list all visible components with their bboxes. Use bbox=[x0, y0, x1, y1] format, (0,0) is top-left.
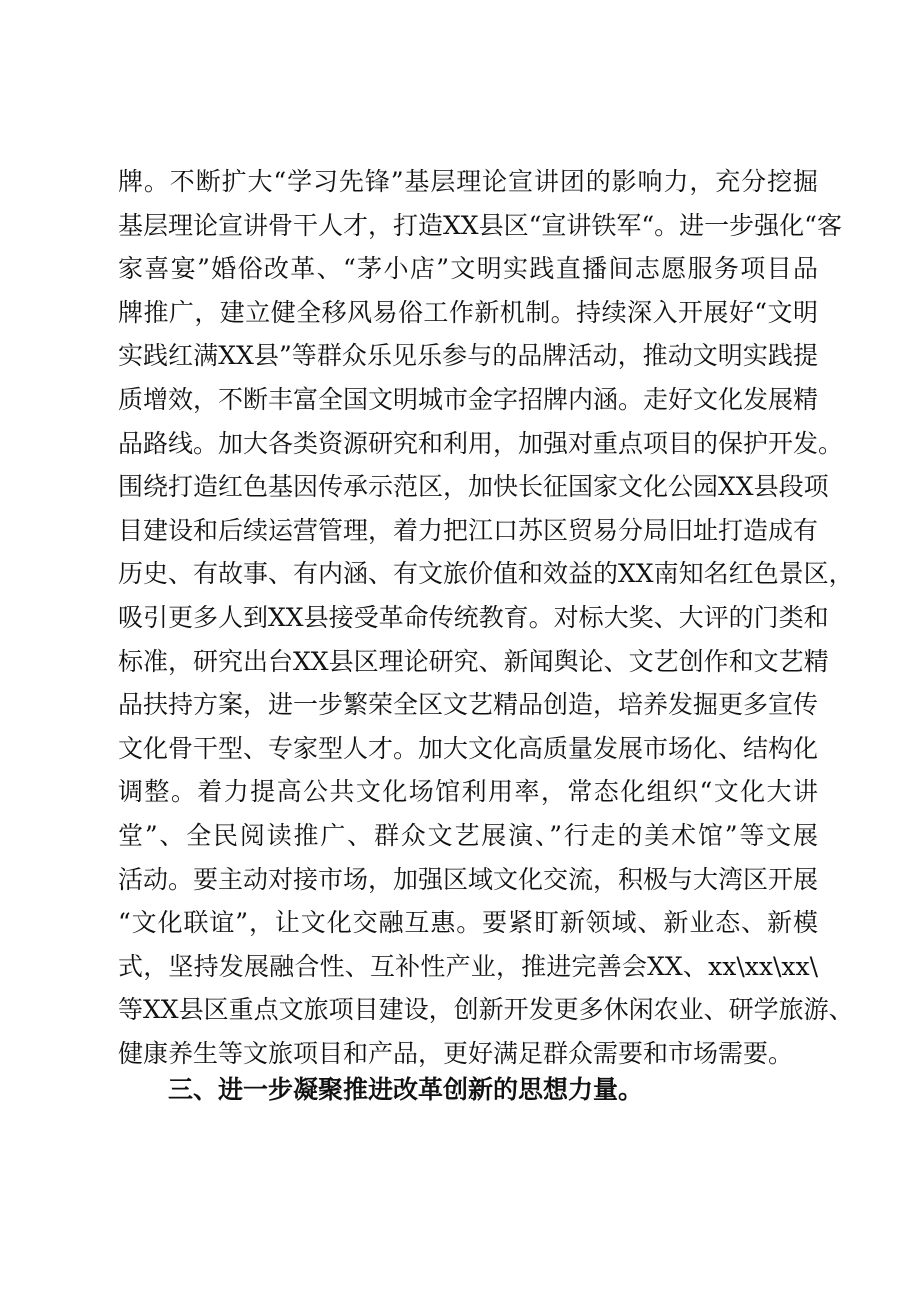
paragraph-line: 吸引更多人到XX县接受革命传统教育。对标大奖、大评的门类和 bbox=[118, 602, 829, 632]
paragraph-line: 实践红满XX县”等群众乐见乐参与的品牌活动，推动文明实践提 bbox=[118, 341, 818, 371]
paragraph-line: 历史、有故事、有内涵、有文旅价值和效益的XX南知名红色景区， bbox=[118, 559, 854, 589]
paragraph-line: 调整。着力提高公共文化场馆利用率，常态化组织“文化大讲 bbox=[118, 777, 818, 807]
paragraph-line: 式，坚持发展融合性、互补性产业，推进完善会XX、xx\xx\xx\ bbox=[118, 951, 818, 981]
paragraph-line: 品路线。加大各类资源研究和利用，加强对重点项目的保护开发。 bbox=[118, 428, 844, 458]
paragraph-line: 健康养生等文旅项目和产品，更好满足群众需要和市场需要。 bbox=[118, 1038, 794, 1068]
paragraph-line: 文化骨干型、专家型人才。加大文化高质量发展市场化、结构化 bbox=[118, 733, 819, 763]
paragraph-line: 基层理论宣讲骨干人才，打造XX县区“宣讲铁军“。进一步强化“客 bbox=[118, 210, 842, 240]
paragraph-line: 目建设和后续运营管理，着力把江口苏区贸易分局旧址打造成有 bbox=[118, 515, 819, 545]
paragraph-line: 牌。不断扩大“学习先锋”基层理论宣讲团的影响力，充分挖掘 bbox=[118, 167, 818, 196]
paragraph-line: 牌推广，建立健全移风易俗工作新机制。持续深入开展好“文明 bbox=[118, 297, 818, 327]
paragraph-line: 家喜宴”婚俗改革、“茅小店”文明实践直播间志愿服务项目品 bbox=[118, 254, 818, 284]
paragraph-line: 质增效，不断丰富全国文明城市金字招牌内涵。走好文化发展精 bbox=[118, 384, 819, 414]
section-heading: 三、进一步凝聚推进改革创新的思想力量。 bbox=[168, 1075, 644, 1104]
paragraph-line: “文化联谊”，让文化交融互惠。要紧盯新领域、新业态、新模 bbox=[118, 908, 818, 938]
paragraph-line: 堂”、全民阅读推广、群众文艺展演、”行走的美术馆”等文展 bbox=[118, 820, 818, 850]
paragraph-line: 标准，研究出台XX县区理论研究、新闻舆论、文艺创作和文艺精 bbox=[118, 646, 829, 676]
body-paragraph bbox=[118, 160, 854, 1075]
paragraph-line: 品扶持方案，进一步繁荣全区文艺精品创造，培养发掘更多宣传 bbox=[118, 690, 819, 720]
paragraph-line: 等XX县区重点文旅项目建设，创新开发更多休闲农业、研学旅游、 bbox=[118, 995, 854, 1025]
paragraph-line: 活动。要主动对接市场，加强区域文化交流，积极与大湾区开展 bbox=[118, 864, 819, 894]
paragraph-line: 围绕打造红色基因传承示范区，加快长征国家文化公园XX县段项 bbox=[118, 472, 829, 502]
